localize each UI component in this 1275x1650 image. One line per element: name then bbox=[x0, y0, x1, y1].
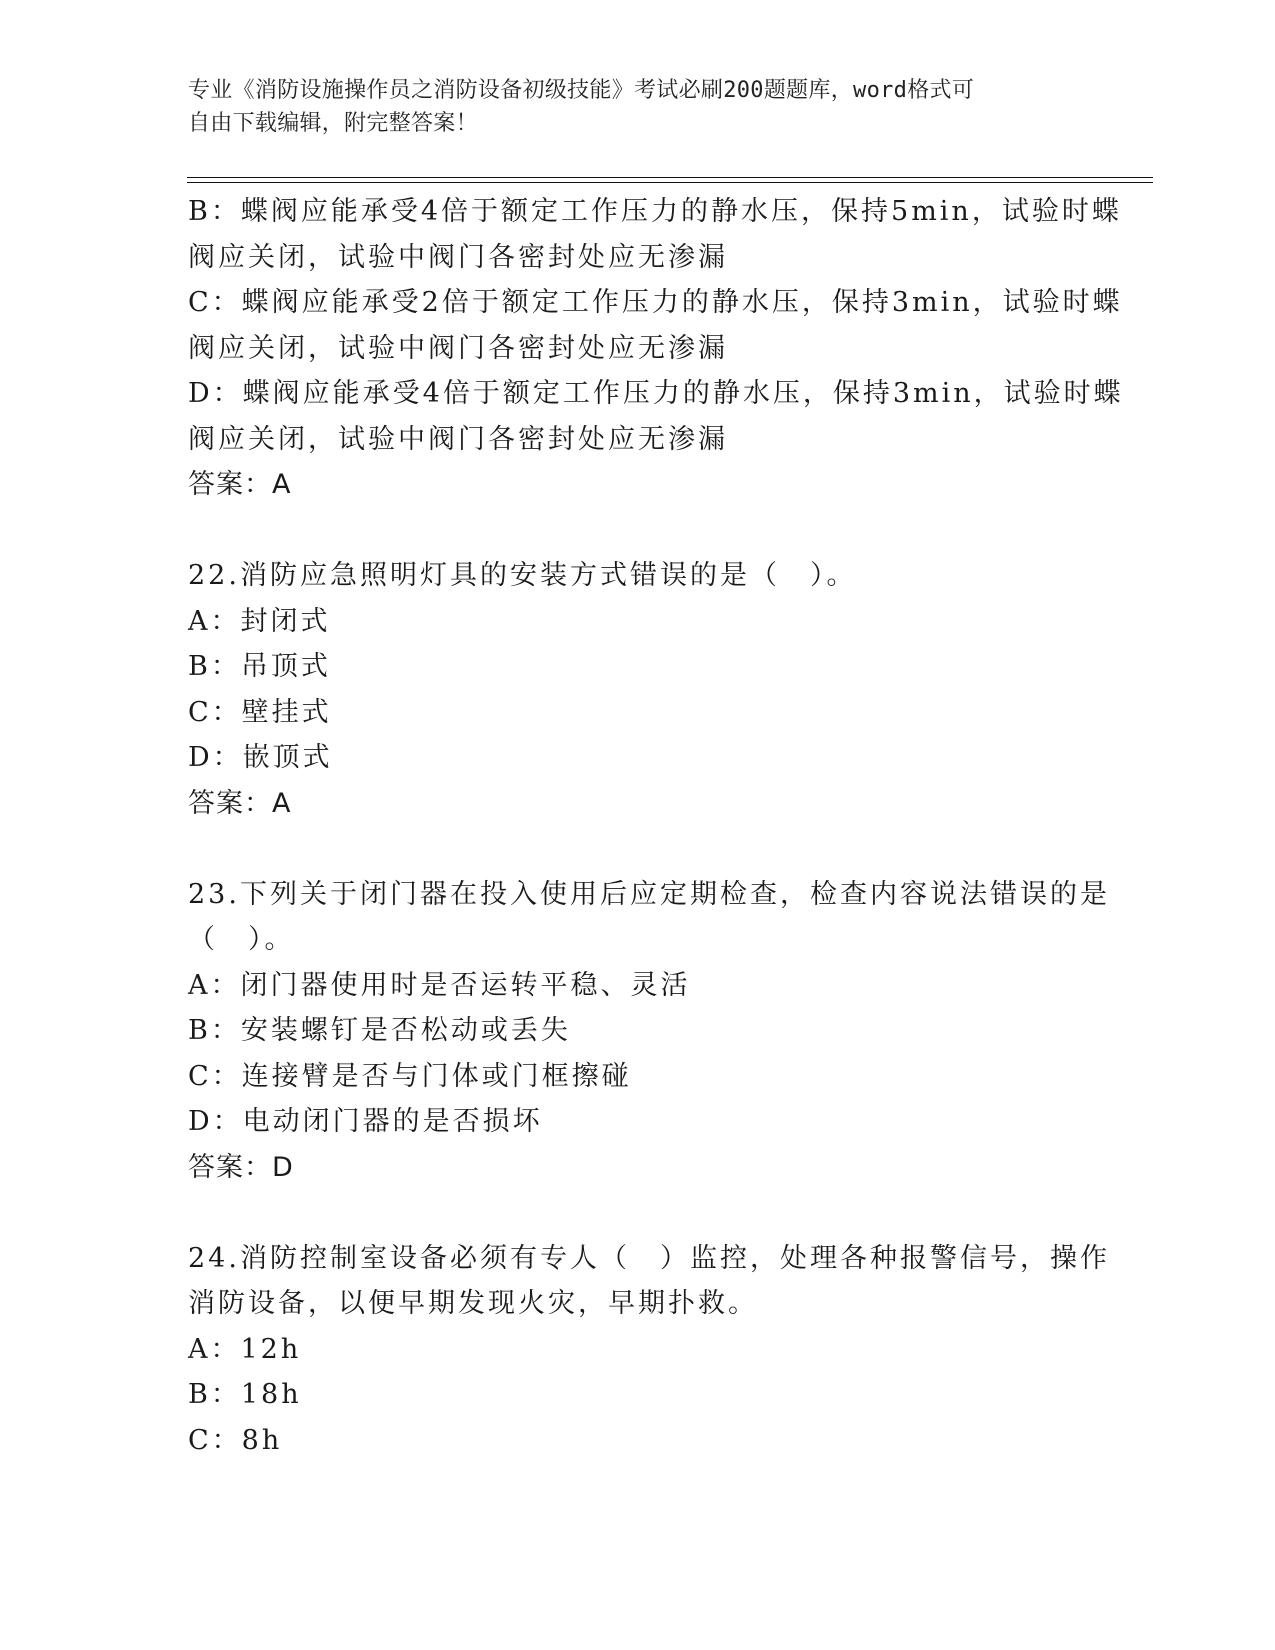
header-line-1: 专业《消防设施操作员之消防设备初级技能》考试必刷200题题库，word格式可 bbox=[188, 78, 975, 103]
question-stem-line-2: （ ）。 bbox=[188, 924, 295, 955]
option-b: B：吊顶式 bbox=[188, 651, 331, 682]
header-divider-bottom bbox=[187, 182, 1153, 183]
question-22 bbox=[188, 553, 1088, 826]
option-c: C：壁挂式 bbox=[188, 696, 332, 728]
option-b-line-1: B：蝶阀应能承受4倍于额定工作压力的静水压，保持5min，试验时蝶 bbox=[188, 196, 1122, 227]
document-header bbox=[188, 74, 1088, 140]
header-divider-top bbox=[187, 177, 1153, 178]
option-b: B：安装螺钉是否松动或丢失 bbox=[188, 1015, 571, 1046]
question-23 bbox=[188, 872, 1110, 1191]
option-c-line-1: C：蝶阀应能承受2倍于额定工作压力的静水压，保持3min，试验时蝶 bbox=[188, 287, 1123, 318]
option-a: A：闭门器使用时是否运转平稳、灵活 bbox=[188, 969, 691, 1001]
answer: 答案：D bbox=[188, 1151, 294, 1183]
option-c: C：8h bbox=[188, 1424, 283, 1456]
option-d-line-1: D：蝶阀应能承受4倍于额定工作压力的静水压，保持3min，试验时蝶 bbox=[188, 378, 1124, 409]
question-24 bbox=[188, 1236, 1110, 1464]
question-21-continued bbox=[188, 189, 1124, 508]
option-d: D：嵌顶式 bbox=[188, 742, 333, 773]
option-a: A：12h bbox=[188, 1333, 302, 1365]
question-stem: 22.消防应急照明灯具的安装方式错误的是（ ）。 bbox=[188, 560, 857, 591]
spacer bbox=[188, 826, 1088, 872]
answer: 答案：A bbox=[188, 787, 292, 819]
option-d-line-2: 阀应关闭，试验中阀门各密封处应无渗漏 bbox=[188, 423, 728, 455]
question-stem-line-1: 23.下列关于闭门器在投入使用后应定期检查，检查内容说法错误的是 bbox=[188, 878, 1110, 910]
question-stem-line-2: 消防设备，以便早期发现火灾，早期扑救。 bbox=[188, 1288, 758, 1319]
option-d: D：电动闭门器的是否损坏 bbox=[188, 1106, 543, 1137]
option-c-line-2: 阀应关闭，试验中阀门各密封处应无渗漏 bbox=[188, 332, 728, 364]
header-line-2: 自由下载编辑，附完整答案！ bbox=[188, 111, 478, 136]
question-stem-line-1: 24.消防控制室设备必须有专人（ ）监控，处理各种报警信号，操作 bbox=[188, 1242, 1110, 1274]
spacer bbox=[188, 508, 1088, 554]
option-c: C：连接臂是否与门体或门框擦碰 bbox=[188, 1060, 632, 1092]
answer: 答案：A bbox=[188, 469, 292, 500]
option-b-line-2: 阀应关闭，试验中阀门各密封处应无渗漏 bbox=[188, 241, 728, 273]
option-a: A：封闭式 bbox=[188, 605, 331, 637]
spacer bbox=[188, 1190, 1088, 1236]
option-b: B：18h bbox=[188, 1379, 302, 1410]
question-content bbox=[188, 189, 1124, 1463]
